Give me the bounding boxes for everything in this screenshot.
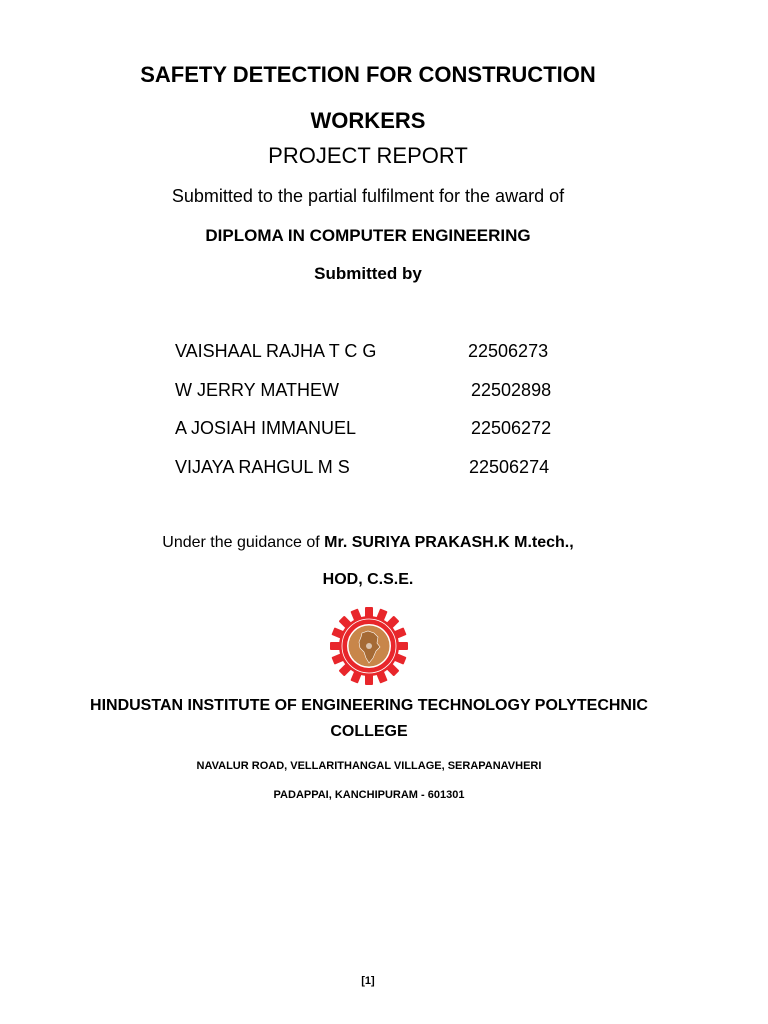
student-register-number: 22502898 <box>471 379 552 400</box>
student-name: W JERRY MATHEW <box>175 379 340 400</box>
student-register-number: 22506272 <box>471 418 552 438</box>
guidance-prefix: Under the guidance of <box>162 534 325 551</box>
submission-purpose: Submitted to the partial fulfilment for the award of <box>171 186 565 206</box>
title-line-2: WORKERS <box>310 108 426 133</box>
seal-center-dot <box>366 643 372 649</box>
title-line-1: SAFETY DETECTION FOR CONSTRUCTION <box>140 62 596 87</box>
student-register-number: 22506274 <box>469 456 550 477</box>
student-row <box>175 418 595 457</box>
student-list <box>175 341 595 495</box>
college-address-line-1: NAVALUR ROAD, VELLARITHANGAL VILLAGE, SERAPANAVHERI <box>196 760 542 772</box>
college-name-line-1: HINDUSTAN INSTITUTE OF ENGINEERING TECHNOLOGY POLYTECHNIC <box>90 697 648 714</box>
student-name: VIJAYA RAHGUL M S <box>175 456 350 477</box>
student-row <box>175 341 595 380</box>
student-row <box>175 380 595 419</box>
report-type: PROJECT REPORT <box>268 143 468 168</box>
college-address-line-2: PADAPPAI, KANCHIPURAM - 601301 <box>273 789 465 801</box>
college-name-line-2: COLLEGE <box>330 723 408 740</box>
guidance-line <box>0 534 752 552</box>
student-name: A JOSIAH IMMANUEL <box>175 418 357 438</box>
guide-designation: HOD, C.S.E. <box>322 571 414 588</box>
degree-title: DIPLOMA IN COMPUTER ENGINEERING <box>205 226 531 245</box>
college-seal-icon <box>329 606 409 686</box>
page-number: [1] <box>361 975 375 987</box>
submitted-by-label: Submitted by <box>314 264 422 283</box>
student-register-number: 22506273 <box>468 341 549 361</box>
guide-name: Mr. SURIYA PRAKASH.K M.tech., <box>324 534 574 551</box>
student-name: VAISHAAL RAJHA T C G <box>175 341 377 361</box>
student-row <box>175 457 595 496</box>
